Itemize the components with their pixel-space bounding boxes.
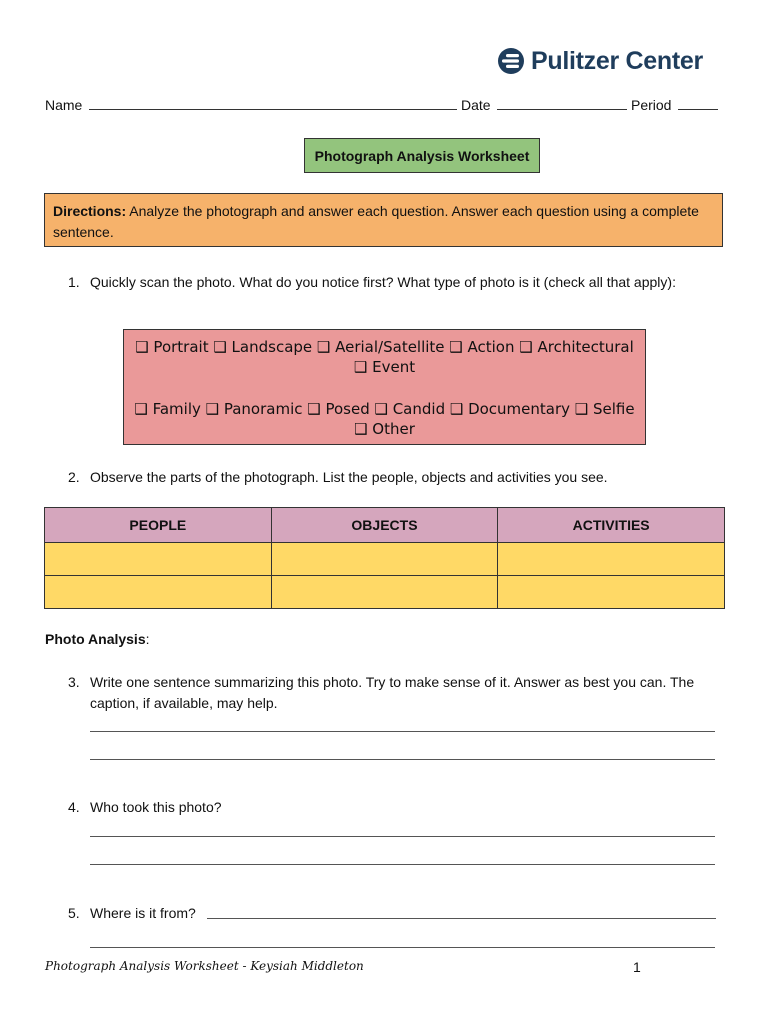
table-row [45, 543, 725, 576]
checklist-row-1a[interactable]: ❑ Portrait ❑ Landscape ❑ Aerial/Satellite ❑ Action ❑ Architectural [135, 338, 634, 356]
directions-label: Directions: [53, 203, 127, 219]
date-label: Date [461, 97, 491, 113]
question-3 [0, 672, 770, 716]
table-cell[interactable] [271, 543, 498, 576]
period-label: Period [631, 97, 672, 113]
question-1 [0, 272, 770, 294]
name-blank[interactable] [89, 109, 457, 110]
question-text: Who took this photo? [90, 799, 222, 815]
answer-line[interactable] [90, 731, 715, 732]
period-field[interactable] [631, 97, 718, 113]
question-number: 1. [68, 274, 80, 290]
date-field[interactable] [461, 97, 627, 113]
photo-analysis-heading [45, 629, 150, 650]
question-5 [0, 903, 770, 925]
table-header-objects: OBJECTS [271, 508, 498, 543]
photo-analysis-label: Photo Analysis [45, 631, 146, 647]
worksheet-title: Photograph Analysis Worksheet [304, 138, 540, 173]
answer-line[interactable] [90, 759, 715, 760]
question-number: 3. [68, 674, 80, 690]
table-cell[interactable] [271, 576, 498, 609]
checklist-row-2a[interactable]: ❑ Family ❑ Panoramic ❑ Posed ❑ Candid ❑ Documentary ❑ Selfie [134, 400, 635, 418]
name-label: Name [45, 97, 83, 113]
question-text: Where is it from? [90, 905, 196, 921]
page-number: 1 [633, 959, 641, 975]
photo-type-checklist[interactable] [123, 329, 646, 445]
pulitzer-logo-icon [497, 47, 525, 75]
question-number: 2. [68, 469, 80, 485]
answer-line[interactable] [90, 864, 715, 865]
question-4 [0, 797, 770, 819]
checklist-row-1b[interactable]: ❑ Event [353, 358, 416, 376]
answer-line[interactable] [90, 836, 715, 837]
question-number: 4. [68, 799, 80, 815]
table-cell[interactable] [498, 576, 725, 609]
footer-credit: Photograph Analysis Worksheet - Keysiah Middleton [45, 959, 364, 973]
answer-line[interactable] [90, 947, 715, 948]
period-blank[interactable] [678, 109, 718, 110]
photo-analysis-colon: : [145, 631, 150, 647]
pulitzer-center-logo [497, 44, 703, 78]
table-row [45, 576, 725, 609]
table-header-people: PEOPLE [45, 508, 272, 543]
question-2 [0, 467, 770, 489]
question-text: Write one sentence summarizing this photo. Try to make sense of it. Answer as best you can. The caption, if available, may help. [90, 674, 695, 711]
answer-line[interactable] [207, 918, 716, 919]
table-cell[interactable] [498, 543, 725, 576]
logo-text: Pulitzer Center [531, 46, 703, 75]
table-header-activities: ACTIVITIES [498, 508, 725, 543]
directions-box [44, 193, 723, 247]
question-text: Observe the parts of the photograph. List the people, objects and activities you see. [90, 469, 608, 485]
date-blank[interactable] [497, 109, 627, 110]
question-number: 5. [68, 905, 80, 921]
question-text: Quickly scan the photo. What do you notice first? What type of photo is it (check all that apply): [90, 274, 676, 290]
table-cell[interactable] [45, 543, 272, 576]
table-header-row [45, 508, 725, 543]
observation-table [44, 507, 725, 609]
directions-text: Analyze the photograph and answer each question. Answer each question using a complete sentence. [53, 203, 699, 240]
table-cell[interactable] [45, 576, 272, 609]
name-field[interactable] [45, 97, 457, 113]
checklist-row-2b[interactable]: ❑ Other [354, 420, 415, 438]
